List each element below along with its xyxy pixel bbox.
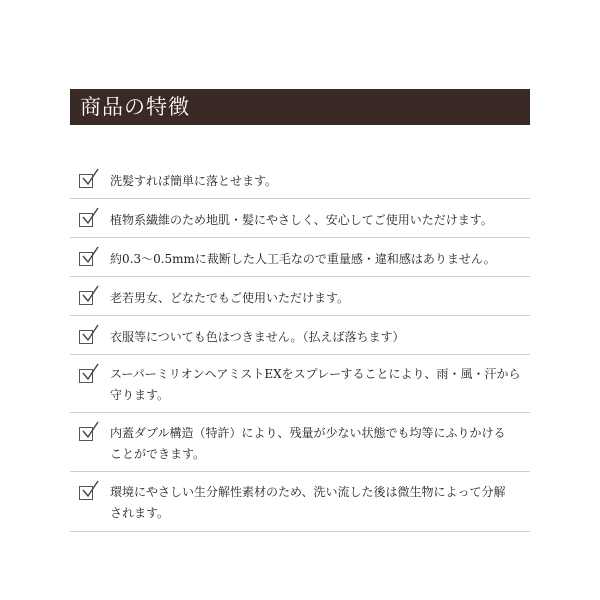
feature-item (70, 472, 530, 532)
feature-item (70, 199, 530, 238)
feature-text: 約0.3～0.5mmに裁断した人工毛なので重量感・違和感はありません。 (110, 252, 496, 266)
section-header (70, 89, 530, 125)
feature-text: 内蓋ダブル構造（特許）により、残量が少ない状態でも均等にふりかける ことができます。 (110, 426, 506, 461)
check-box-icon (79, 291, 93, 305)
feature-text: 衣服等についても色はつきません。（払えば落ちます） (110, 330, 405, 344)
feature-list (70, 160, 530, 532)
check-box-icon (79, 174, 93, 188)
check-box-icon (79, 486, 93, 500)
check-box-icon (79, 330, 93, 344)
feature-text: 環境にやさしい生分解性素材のため、洗い流した後は微生物によって分解 されます。 (110, 485, 506, 520)
feature-text: 老若男女、どなたでもご使用いただけます。 (110, 291, 350, 305)
feature-text: 洗髪すれば簡単に落とせます。 (110, 174, 278, 188)
check-box-icon (79, 213, 93, 227)
feature-item (70, 238, 530, 277)
feature-item (70, 355, 530, 413)
check-box-icon (79, 427, 93, 441)
check-box-icon (79, 252, 93, 266)
feature-text: スーパーミリオンヘアミストEXをスプレーすることにより、雨・風・汗から 守ります。 (110, 367, 521, 402)
check-box-icon (79, 369, 93, 383)
feature-item (70, 160, 530, 199)
feature-item (70, 316, 530, 355)
section-title: 商品の特徴 (80, 94, 190, 119)
feature-text: 植物系繊維のため地肌・髪にやさしく、安心してご使用いただけます。 (110, 213, 493, 227)
feature-item (70, 413, 530, 472)
feature-item (70, 277, 530, 316)
